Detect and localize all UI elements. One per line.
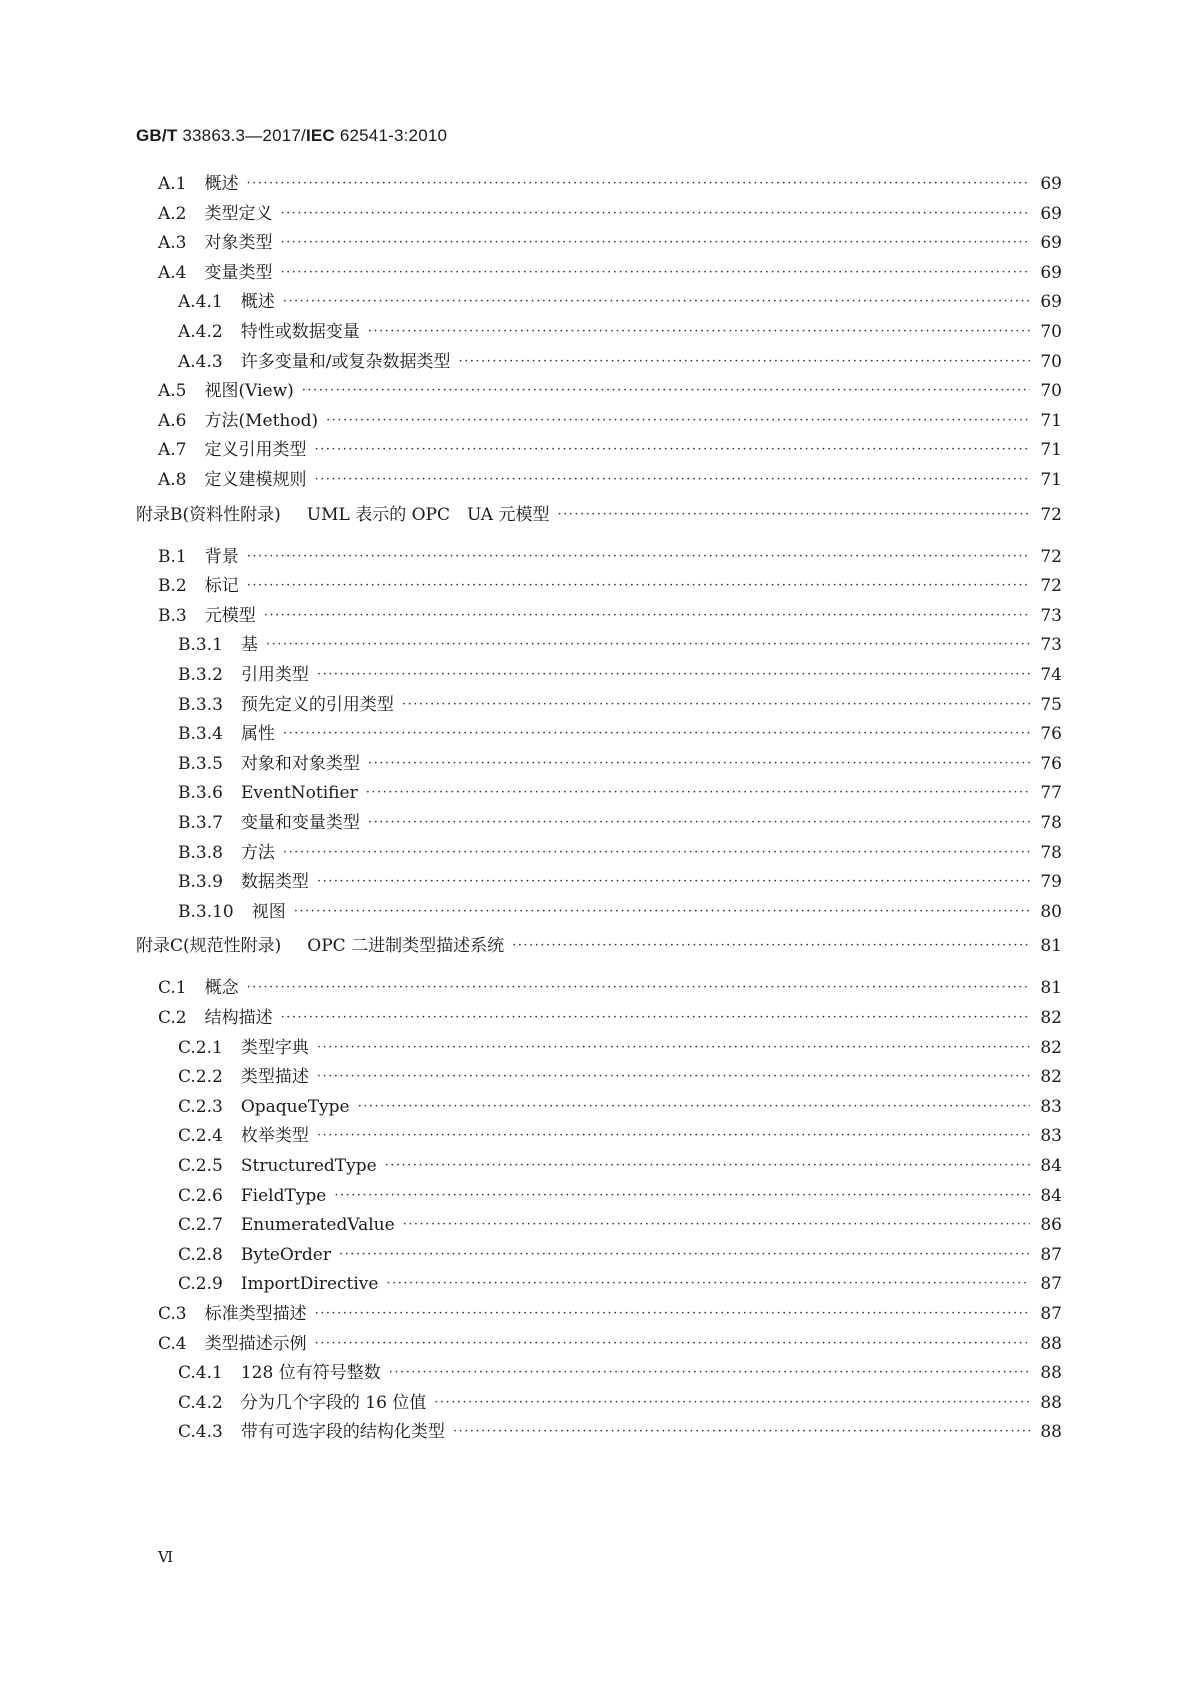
toc-entry[interactable] bbox=[178, 1420, 1062, 1444]
toc-entry-number: C.2.7 bbox=[178, 1215, 223, 1236]
toc-dot-leader bbox=[458, 350, 1030, 374]
toc-entry-page: 72 bbox=[1040, 546, 1062, 567]
toc-dot-leader bbox=[281, 231, 1031, 255]
toc-dot-leader bbox=[389, 1361, 1030, 1385]
toc-entry-page: 69 bbox=[1040, 203, 1062, 224]
toc-entry[interactable] bbox=[158, 231, 1062, 255]
toc-entry-title: 元模型 bbox=[204, 605, 256, 626]
toc-dot-leader bbox=[557, 503, 1030, 527]
toc-entry-number: B.3.6 bbox=[178, 783, 223, 804]
toc-entry-number: B.3.1 bbox=[178, 635, 223, 656]
toc-entry-page: 87 bbox=[1040, 1304, 1062, 1324]
toc-entry[interactable] bbox=[178, 1124, 1062, 1148]
toc-entry-title: 预先定义的引用类型 bbox=[240, 694, 394, 715]
toc-entry-number: B.3.2 bbox=[178, 665, 223, 685]
toc-entry-page: 86 bbox=[1040, 1215, 1062, 1236]
toc-entry-number: C.2.2 bbox=[178, 1067, 223, 1088]
toc-entry-number: C.2.8 bbox=[178, 1244, 223, 1265]
toc-entry[interactable] bbox=[158, 468, 1062, 492]
toc-dot-leader bbox=[358, 1095, 1030, 1119]
toc-entry-number: C.4.2 bbox=[178, 1392, 223, 1413]
toc-entry-number: C.2 bbox=[158, 1008, 187, 1028]
toc-entry-page: 82 bbox=[1040, 1037, 1062, 1058]
toc-entry-page: 80 bbox=[1040, 901, 1062, 922]
toc-entry-page: 78 bbox=[1040, 842, 1062, 863]
toc-entry-number: A.6 bbox=[158, 410, 187, 431]
toc-entry-title: FieldType bbox=[240, 1185, 327, 1206]
toc-entry-page: 81 bbox=[1040, 978, 1062, 999]
toc-entry-page: 82 bbox=[1040, 1067, 1062, 1088]
toc-dot-leader bbox=[315, 438, 1031, 462]
toc-dot-leader bbox=[317, 1065, 1030, 1089]
page-number: Ⅵ bbox=[158, 1548, 174, 1566]
toc-entry-number: B.3.4 bbox=[178, 724, 223, 745]
toc-dot-leader bbox=[281, 202, 1031, 226]
toc-entry-page: 74 bbox=[1040, 665, 1062, 685]
toc-entry-title: 视图(View) bbox=[204, 381, 294, 402]
toc-entry-number: A.2 bbox=[158, 203, 187, 224]
toc-entry[interactable] bbox=[158, 604, 1062, 628]
toc-annex-entry[interactable] bbox=[136, 503, 1062, 527]
toc-entry-number: A.5 bbox=[158, 381, 187, 402]
toc-entry[interactable] bbox=[178, 1184, 1062, 1208]
toc-entry[interactable] bbox=[158, 438, 1062, 462]
toc-entry-number: C.1 bbox=[158, 978, 187, 999]
toc-entry-page: 77 bbox=[1040, 783, 1062, 804]
toc-entry-number: C.2.3 bbox=[178, 1096, 223, 1117]
toc-entry-title: 对象类型 bbox=[204, 233, 273, 254]
toc-dot-leader bbox=[453, 1420, 1030, 1444]
toc-entry[interactable] bbox=[178, 811, 1062, 835]
toc-entry-page: 83 bbox=[1040, 1126, 1062, 1147]
toc-entry-title: 方法(Method) bbox=[204, 410, 319, 431]
toc-entry-page: 87 bbox=[1040, 1244, 1062, 1265]
toc-entry[interactable] bbox=[158, 1332, 1062, 1356]
toc-entry[interactable] bbox=[158, 1302, 1062, 1326]
toc-entry[interactable] bbox=[178, 722, 1062, 746]
toc-entry-number: B.2 bbox=[158, 576, 187, 597]
toc-entry[interactable] bbox=[178, 870, 1062, 894]
toc-entry-title: 特性或数据变量 bbox=[240, 322, 360, 342]
toc-dot-leader bbox=[283, 841, 1030, 865]
toc-entry-number: C.3 bbox=[158, 1304, 187, 1324]
toc-dot-leader bbox=[281, 261, 1031, 285]
toc-entry-number: C.2.5 bbox=[178, 1156, 223, 1176]
standard-prefix: GB/T bbox=[136, 126, 178, 145]
toc-entry-title: 标记 bbox=[204, 576, 239, 597]
toc-dot-leader bbox=[315, 1302, 1030, 1326]
toc-entry-number: C.2.9 bbox=[178, 1274, 223, 1295]
toc-entry-page: 69 bbox=[1040, 262, 1062, 283]
toc-entry-page: 82 bbox=[1040, 1008, 1062, 1028]
toc-entry-page: 79 bbox=[1040, 872, 1062, 893]
toc-entry-title: 变量类型 bbox=[204, 262, 273, 283]
toc-entry-number: B.3.9 bbox=[178, 872, 223, 893]
toc-dot-leader bbox=[317, 870, 1030, 894]
toc-entry-page: 88 bbox=[1040, 1392, 1062, 1413]
toc-dot-leader bbox=[315, 1332, 1030, 1356]
toc-entry[interactable] bbox=[158, 409, 1062, 433]
toc-entry-title: 背景 bbox=[204, 546, 239, 567]
toc-dot-leader bbox=[403, 1213, 1030, 1237]
toc-dot-leader bbox=[247, 545, 1030, 569]
toc-entry-page: 73 bbox=[1040, 605, 1062, 626]
toc-dot-leader bbox=[317, 1036, 1030, 1060]
toc-dot-leader bbox=[368, 811, 1030, 835]
toc-entry-title: 类型字典 bbox=[240, 1037, 309, 1058]
toc-entry-page: 71 bbox=[1040, 470, 1062, 490]
toc-entry-page: 88 bbox=[1040, 1363, 1062, 1384]
toc-entry-page: 71 bbox=[1040, 440, 1062, 461]
toc-entry-page: 71 bbox=[1040, 410, 1062, 431]
toc-entry-title: OpaqueType bbox=[240, 1096, 350, 1117]
toc-entry-page: 87 bbox=[1040, 1274, 1062, 1295]
toc-entry-number: C.2.4 bbox=[178, 1126, 223, 1147]
toc-dot-leader bbox=[247, 976, 1030, 1000]
toc-dot-leader bbox=[434, 1391, 1030, 1415]
toc-entry-title: 128 位有符号整数 bbox=[240, 1363, 381, 1384]
toc-entry-page: 70 bbox=[1040, 351, 1062, 372]
toc-entry-number: B.3.8 bbox=[178, 842, 223, 863]
toc-entry-page: 88 bbox=[1040, 1422, 1062, 1443]
toc-entry-number: B.3.3 bbox=[178, 694, 223, 715]
toc-entry[interactable] bbox=[158, 379, 1062, 403]
toc-entry-number: 附录B(资料性附录) bbox=[136, 504, 281, 525]
toc-entry-page: 69 bbox=[1040, 233, 1062, 254]
toc-entry-title: 对象和对象类型 bbox=[240, 753, 360, 774]
toc-entry[interactable] bbox=[178, 1065, 1062, 1089]
toc-entry-page: 84 bbox=[1040, 1185, 1062, 1206]
toc-entry-title: 定义引用类型 bbox=[204, 440, 307, 461]
toc-entry[interactable] bbox=[178, 781, 1062, 805]
toc-dot-leader bbox=[281, 1006, 1030, 1030]
toc-entry-title: 标准类型描述 bbox=[204, 1304, 307, 1324]
toc-entry-title: 视图 bbox=[251, 901, 286, 922]
toc-entry-number: A.1 bbox=[158, 174, 187, 194]
toc-entry-title: ByteOrder bbox=[240, 1244, 331, 1265]
toc-entry-page: 76 bbox=[1040, 724, 1062, 745]
toc-entry-title: 概述 bbox=[240, 292, 275, 313]
toc-entry-title: StructuredType bbox=[240, 1156, 377, 1176]
toc-entry-number: C.4.1 bbox=[178, 1363, 223, 1384]
toc-entry[interactable] bbox=[178, 1361, 1062, 1385]
iec-code: 62541-3:2010 bbox=[339, 126, 448, 145]
toc-entry[interactable] bbox=[178, 1154, 1062, 1178]
toc-entry-page: 70 bbox=[1040, 322, 1062, 342]
toc-entry-title: 类型描述 bbox=[240, 1067, 309, 1088]
toc-entry-page: 81 bbox=[1040, 936, 1062, 957]
toc-dot-leader bbox=[247, 172, 1031, 196]
toc-entry-page: 76 bbox=[1040, 753, 1062, 774]
toc-dot-leader bbox=[266, 633, 1030, 657]
toc-entry[interactable] bbox=[158, 202, 1062, 226]
toc-entry[interactable] bbox=[178, 663, 1062, 687]
toc-dot-leader bbox=[366, 781, 1030, 805]
toc-dot-leader bbox=[315, 468, 1031, 492]
toc-entry[interactable] bbox=[178, 1243, 1062, 1267]
toc-entry-title: 概念 bbox=[204, 978, 239, 999]
toc-entry-title: 基 bbox=[240, 635, 258, 656]
toc-dot-leader bbox=[302, 379, 1030, 403]
toc-entry-title: 分为几个字段的 16 位值 bbox=[240, 1392, 427, 1413]
toc-entry-title: 枚举类型 bbox=[240, 1126, 309, 1147]
toc-entry[interactable] bbox=[178, 752, 1062, 776]
toc-dot-leader bbox=[247, 574, 1030, 598]
toc-entry-title: 结构描述 bbox=[204, 1008, 273, 1028]
toc-entry-number: A.3 bbox=[158, 233, 187, 254]
toc-entry-number: B.3.10 bbox=[178, 901, 234, 922]
toc-dot-leader bbox=[512, 934, 1030, 958]
toc-entry-page: 75 bbox=[1040, 694, 1062, 715]
iec-prefix: IEC bbox=[305, 126, 335, 145]
standard-code: 33863.3—2017/ bbox=[182, 126, 306, 145]
toc-entry-number: C.2.6 bbox=[178, 1185, 223, 1206]
toc-entry[interactable] bbox=[178, 1213, 1062, 1237]
toc-dot-leader bbox=[317, 663, 1030, 687]
toc-entry[interactable] bbox=[178, 1095, 1062, 1119]
toc-entry-title: EnumeratedValue bbox=[240, 1215, 395, 1236]
toc-entry[interactable] bbox=[178, 693, 1062, 717]
toc-entry-title: 类型定义 bbox=[204, 203, 273, 224]
toc-entry-title: 定义建模规则 bbox=[204, 470, 307, 490]
toc-entry[interactable] bbox=[158, 976, 1062, 1000]
toc-entry-number: C.4.3 bbox=[178, 1422, 223, 1443]
toc-entry-title: UML 表示的 OPC UA 元模型 bbox=[306, 504, 550, 525]
toc-entry-number: B.3.7 bbox=[178, 813, 223, 833]
toc-entry-page: 78 bbox=[1040, 813, 1062, 833]
toc-entry-title: 数据类型 bbox=[240, 872, 309, 893]
toc-entry-number: A.4.3 bbox=[178, 351, 223, 372]
toc-annex-entry[interactable] bbox=[136, 934, 1062, 958]
toc-entry-number: A.8 bbox=[158, 470, 187, 490]
toc-entry-number: C.4 bbox=[158, 1333, 187, 1354]
toc-entry-title: 属性 bbox=[240, 724, 275, 745]
toc-entry[interactable] bbox=[178, 633, 1062, 657]
toc-entry-title: 概述 bbox=[204, 174, 239, 194]
toc-entry-number: A.4 bbox=[158, 262, 187, 283]
toc-dot-leader bbox=[326, 409, 1030, 433]
toc-entry[interactable] bbox=[158, 545, 1062, 569]
toc-dot-leader bbox=[294, 900, 1030, 924]
toc-entry-page: 69 bbox=[1040, 292, 1062, 313]
toc-entry-page: 84 bbox=[1040, 1156, 1062, 1176]
toc-entry-page: 70 bbox=[1040, 381, 1062, 402]
toc-entry-number: B.3.5 bbox=[178, 753, 223, 774]
toc-dot-leader bbox=[368, 320, 1030, 344]
toc-entry-title: 方法 bbox=[240, 842, 275, 863]
toc-dot-leader bbox=[368, 752, 1030, 776]
toc-entry-number: B.1 bbox=[158, 546, 187, 567]
toc-entry-page: 83 bbox=[1040, 1096, 1062, 1117]
toc-entry-title: EventNotifier bbox=[240, 783, 358, 804]
toc-entry[interactable] bbox=[158, 261, 1062, 285]
toc-entry[interactable] bbox=[158, 172, 1062, 196]
toc-dot-leader bbox=[402, 693, 1030, 717]
toc-entry-page: 69 bbox=[1040, 174, 1062, 194]
toc-entry-number: A.4.1 bbox=[178, 292, 223, 313]
toc-entry-number: 附录C(规范性附录) bbox=[136, 936, 282, 957]
toc-entry[interactable] bbox=[158, 574, 1062, 598]
toc-entry-title: 许多变量和/或复杂数据类型 bbox=[240, 351, 451, 372]
toc-entry[interactable] bbox=[178, 320, 1062, 344]
toc-dot-leader bbox=[283, 722, 1030, 746]
toc-entry-page: 72 bbox=[1040, 576, 1062, 597]
toc-entry-page: 88 bbox=[1040, 1333, 1062, 1354]
toc-entry[interactable] bbox=[178, 841, 1062, 865]
toc-dot-leader bbox=[339, 1243, 1030, 1267]
toc-entry[interactable] bbox=[178, 1272, 1062, 1296]
toc-entry-number: A.7 bbox=[158, 440, 187, 461]
toc-entry-title: 变量和变量类型 bbox=[240, 813, 360, 833]
toc-dot-leader bbox=[386, 1272, 1030, 1296]
toc-dot-leader bbox=[385, 1154, 1030, 1178]
toc-entry-title: 引用类型 bbox=[240, 665, 309, 685]
toc-entry[interactable] bbox=[178, 1036, 1062, 1060]
toc-entry[interactable] bbox=[178, 1391, 1062, 1415]
toc-entry[interactable] bbox=[178, 900, 1062, 924]
toc-entry[interactable] bbox=[178, 350, 1062, 374]
toc-entry-page: 72 bbox=[1040, 504, 1062, 525]
toc-entry-number: A.4.2 bbox=[178, 322, 223, 342]
toc-dot-leader bbox=[283, 290, 1030, 314]
toc-entry-number: B.3 bbox=[158, 605, 187, 626]
toc-dot-leader bbox=[264, 604, 1030, 628]
toc-entry-title: OPC 二进制类型描述系统 bbox=[307, 936, 505, 957]
toc-entry-number: C.2.1 bbox=[178, 1037, 223, 1058]
toc-entry-title: 带有可选字段的结构化类型 bbox=[240, 1422, 445, 1443]
toc-entry-title: ImportDirective bbox=[240, 1274, 379, 1295]
toc-entry[interactable] bbox=[178, 290, 1062, 314]
toc-entry[interactable] bbox=[158, 1006, 1062, 1030]
toc-dot-leader bbox=[317, 1124, 1030, 1148]
toc-entry-page: 73 bbox=[1040, 635, 1062, 656]
toc-dot-leader bbox=[334, 1184, 1030, 1208]
toc-entry-title: 类型描述示例 bbox=[204, 1333, 307, 1354]
